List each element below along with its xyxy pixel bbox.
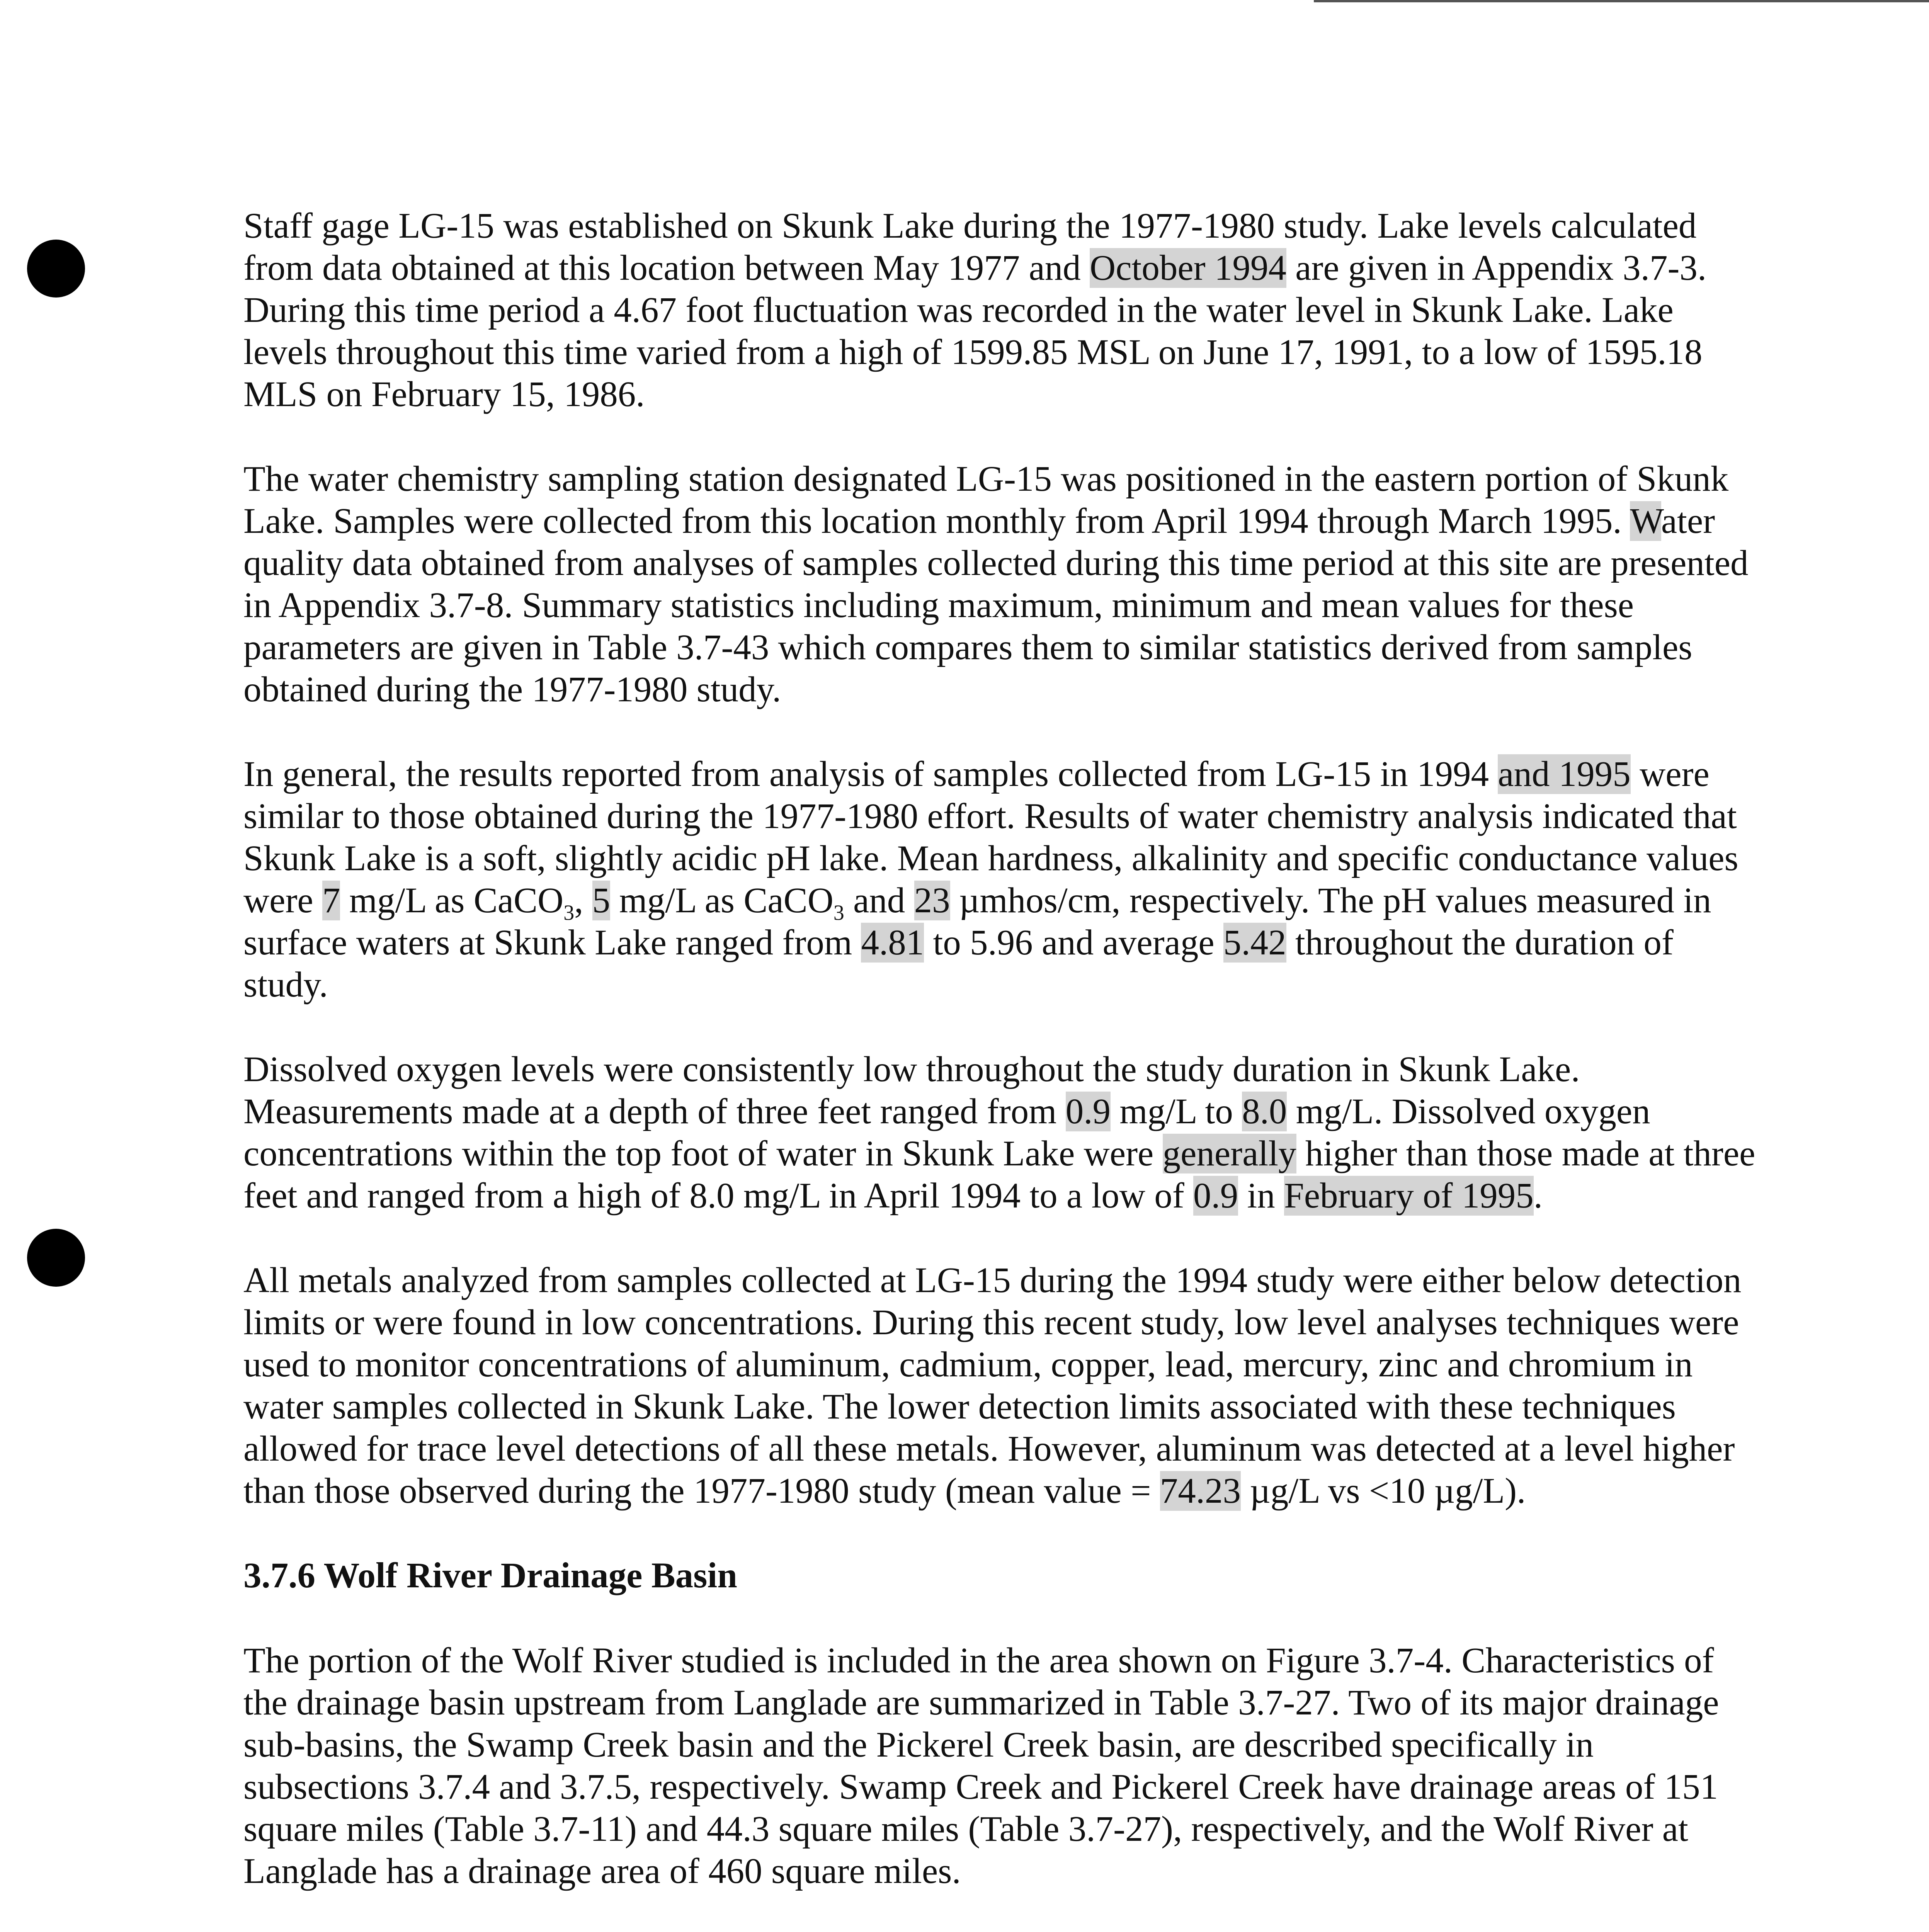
text-run: to 5.96 and average [924,923,1223,963]
highlight-revision: 8.0 [1242,1092,1287,1131]
highlight-revision: W [1630,501,1661,541]
highlight-revision: 23 [914,881,950,920]
paragraph-sampling-station [243,458,1764,711]
top-edge-rule [1314,0,1929,2]
text-run: Staff gage LG-15 was established on Skunk Lake during the 1977-1980 study. Lake levels calculated from data obtained at this location between May 1977 and [243,206,1697,288]
highlight-revision: 0.9 [1065,1092,1111,1131]
text-run: mg/L. Dissolved oxygen concentrations within the top foot of water in Skunk Lake were [243,1092,1650,1173]
document-body [243,205,1764,1932]
subscript: 3 [563,901,575,925]
text-run: mg/L to [1111,1092,1242,1131]
text-run: in [1238,1176,1284,1216]
highlight-revision: 74.23 [1160,1471,1241,1511]
highlight-revision: 4.81 [861,923,924,963]
text-run: Dissolved oxygen levels were consistently low throughout the study duration in Skunk Lake. Measurements made at a depth of three feet ranged from [243,1049,1580,1131]
paragraph-water-chemistry [243,753,1764,1006]
highlight-revision: October 1994 [1090,248,1286,288]
text-run: All metals analyzed from samples collected at LG-15 during the 1994 study were either below detection limits or were found in low concentrations. During this recent study, low level analyses techniques were used to monitor concentrations of aluminum, cadmium, copper, lead, mercury, zinc and chromium in water samples collected in Skunk Lake. The lower detection limits associated with these techniques allowed for trace level detections of all these metals. However, aluminum was detected at a level higher than those observed during the 1977-1980 study (mean value = [243,1260,1742,1511]
text-run: mg/L as CaCO [610,881,834,920]
paragraph-dissolved-oxygen [243,1048,1764,1217]
highlight-revision: 0.9 [1193,1176,1238,1216]
text-run: ater quality data obtained from analyses of samples collected during this time period at this site are presented in Appendix 3.7-8. Summary statistics including maximum, minimum and mean values for these parameters are given in Table 3.7-43 which compares them to similar statistics derived from samples obtained during the 1977-1980 study. [243,501,1749,709]
highlight-revision: and 1995 [1498,754,1631,794]
text-run: µmhos/cm, respectively. The pH values measured in surface waters at Skunk Lake ranged from [243,881,1711,963]
text-run: In general, the results reported from analysis of samples collected from LG-15 in 1994 [243,754,1498,794]
text-run: . [1533,1176,1543,1216]
text-run: throughout the duration of study. [243,923,1674,1005]
text-run: higher than those made at three feet and ranged from a high of 8.0 mg/L in April 1994 to a low of [243,1134,1755,1216]
text-run: µg/L vs <10 µg/L). [1241,1471,1526,1511]
paragraph-metals [243,1259,1764,1512]
paragraph-lake-levels [243,205,1764,415]
text-run: The water chemistry sampling station designated LG-15 was positioned in the eastern portion of Skunk Lake. Samples were collected from this location monthly from April 1994 through March 1995. [243,459,1729,541]
text-run: mg/L as CaCO [340,881,564,920]
punch-hole-middle [27,1229,85,1287]
text-run: and [844,881,914,920]
text-run: , [574,881,592,920]
highlight-revision: February of 1995 [1284,1176,1534,1216]
paragraph-wolf-river-drainage: The portion of the Wolf River studied is included in the area shown on Figure 3.7-4. Characteristics of the drainage basin upstream from Langlade are summarized in Table 3.7-27. Two of its major drainage sub-basins, the Swamp Creek basin and the Pickerel Creek basin, are described specifically in subsections 3.7.4 and 3.7.5, respectively. Swamp Creek and Pickerel Creek have drainage areas of 151 square miles (Table 3.7-11) and 44.3 square miles (Table 3.7-27), respectively, and the Wolf River at Langlade has a drainage area of 460 square miles. [243,1641,1719,1891]
highlight-revision: generally [1162,1134,1296,1173]
section-heading: 3.7.6 Wolf River Drainage Basin [243,1556,737,1595]
highlight-revision: 7 [322,881,340,920]
subscript: 3 [833,901,844,925]
text-run: were similar to those obtained during the 1977-1980 effort. Results of water chemistry analysis indicated that Skunk Lake is a soft, slightly acidic pH lake. Mean hardness, alkalinity and specific conductance values were [243,754,1738,920]
highlight-revision: 5.42 [1223,923,1286,963]
text-run: are given in Appendix 3.7-3. During this time period a 4.67 foot fluctuation was recorded in the water level in Skunk Lake. Lake levels throughout this time varied from a high of 1599.85 MSL on June 17, 1991, to a low of 1595.18 MLS on February 15, 1986. [243,248,1707,414]
punch-hole-top [27,240,85,298]
highlight-revision: 5 [592,881,611,920]
